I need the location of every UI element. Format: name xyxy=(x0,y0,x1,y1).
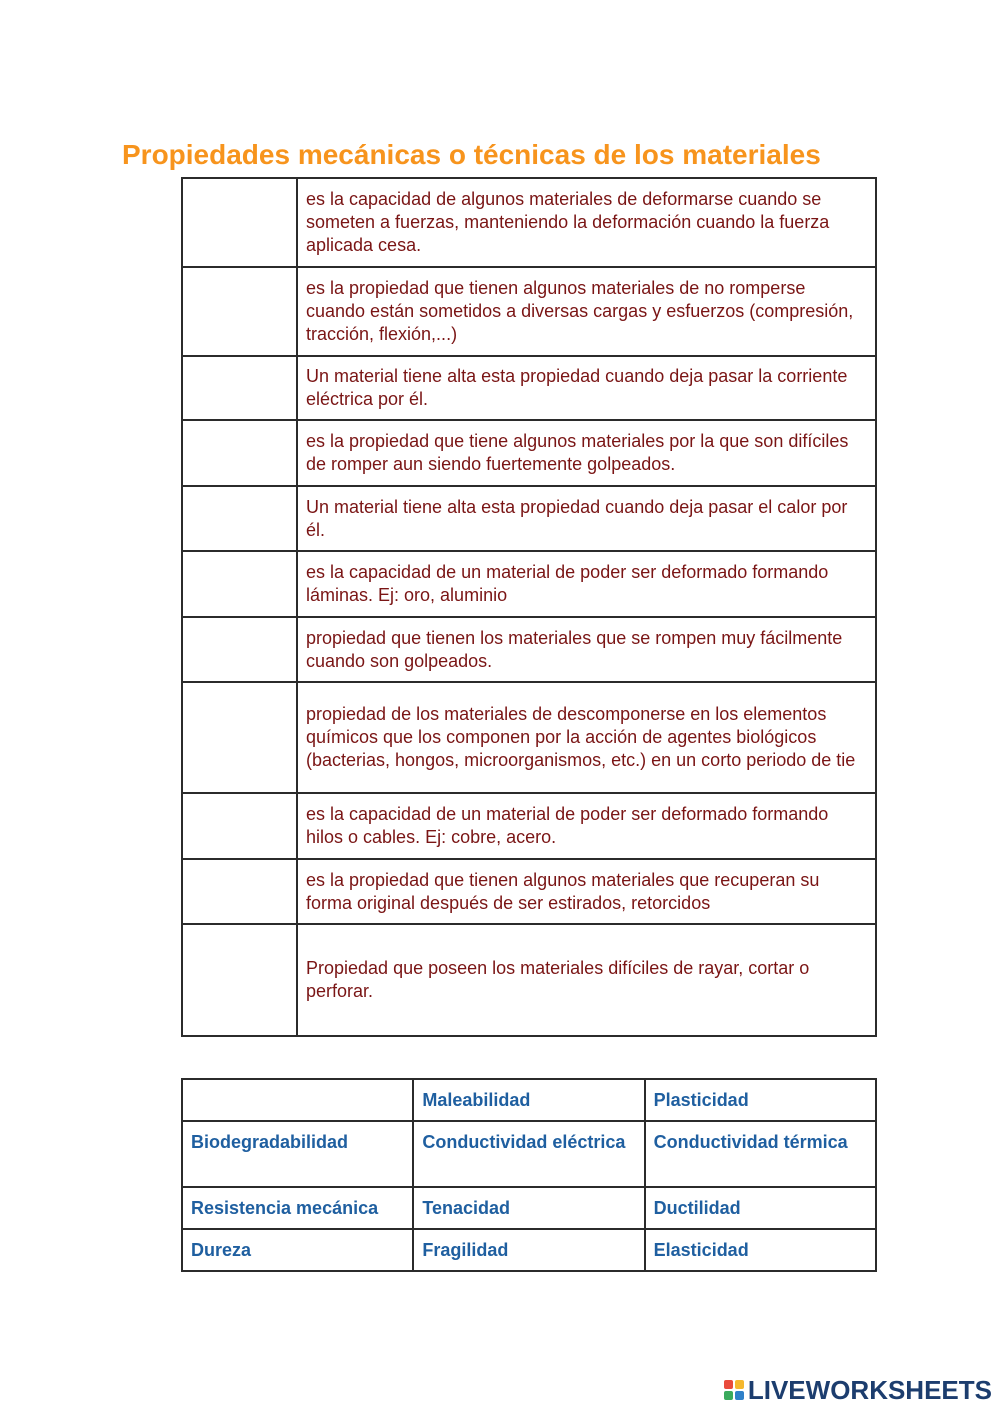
definition-row xyxy=(182,859,876,924)
word-bank-cell[interactable]: Elasticidad xyxy=(645,1229,876,1271)
definition-text: es la propiedad que tienen algunos materiales que recuperan su forma original después de ser estirados, retorcidos xyxy=(297,859,876,924)
definitions-table xyxy=(181,177,877,1037)
definition-row xyxy=(182,682,876,793)
definition-text: Un material tiene alta esta propiedad cuando deja pasar la corriente eléctrica por él. xyxy=(297,356,876,420)
answer-cell[interactable] xyxy=(182,551,297,617)
word-bank-cell xyxy=(182,1079,413,1121)
answer-cell[interactable] xyxy=(182,420,297,486)
definition-row xyxy=(182,486,876,551)
answer-cell[interactable] xyxy=(182,617,297,682)
word-bank-cell[interactable]: Ductilidad xyxy=(645,1187,876,1229)
answer-cell[interactable] xyxy=(182,486,297,551)
logo-icon xyxy=(724,1380,744,1400)
word-bank-cell[interactable]: Conductividad térmica xyxy=(645,1121,876,1187)
definition-row xyxy=(182,420,876,486)
page-title: Propiedades mecánicas o técnicas de los materiales xyxy=(122,139,821,170)
word-bank-row xyxy=(182,1079,876,1121)
word-bank-row xyxy=(182,1187,876,1229)
answer-cell[interactable] xyxy=(182,924,297,1036)
logo-text: LIVEWORKSHEETS xyxy=(747,1374,992,1405)
definition-text: propiedad de los materiales de descomponerse en los elementos químicos que los componen por la acción de agentes biológicos (bacterias, hongos, microorganismos, etc.) en un corto periodo de tie xyxy=(297,682,876,793)
word-bank-cell[interactable]: Resistencia mecánica xyxy=(182,1187,413,1229)
definition-text: es la capacidad de un material de poder ser deformado formando láminas. Ej: oro, aluminio xyxy=(297,551,876,617)
definition-text: es la capacidad de un material de poder ser deformado formando hilos o cables. Ej: cobre, acero. xyxy=(297,793,876,859)
answer-cell[interactable] xyxy=(182,682,297,793)
answer-cell[interactable] xyxy=(182,178,297,267)
liveworksheets-logo xyxy=(724,1375,992,1405)
definition-row xyxy=(182,267,876,356)
word-bank-cell[interactable]: Tenacidad xyxy=(413,1187,644,1229)
word-bank-cell[interactable]: Plasticidad xyxy=(645,1079,876,1121)
definition-text: propiedad que tienen los materiales que se rompen muy fácilmente cuando son golpeados. xyxy=(297,617,876,682)
definition-text: Propiedad que poseen los materiales difíciles de rayar, cortar o perforar. xyxy=(297,924,876,1036)
word-bank-cell[interactable]: Conductividad eléctrica xyxy=(413,1121,644,1187)
answer-cell[interactable] xyxy=(182,267,297,356)
answer-cell[interactable] xyxy=(182,793,297,859)
definition-row xyxy=(182,793,876,859)
definition-text: es la propiedad que tienen algunos materiales de no romperse cuando están sometidos a diversas cargas y esfuerzos (compresión, tracción, flexión,...) xyxy=(297,267,876,356)
definition-row xyxy=(182,617,876,682)
definition-text: Un material tiene alta esta propiedad cuando deja pasar el calor por él. xyxy=(297,486,876,551)
definition-row xyxy=(182,356,876,420)
answer-cell[interactable] xyxy=(182,356,297,420)
definition-row xyxy=(182,924,876,1036)
word-bank-cell[interactable]: Fragilidad xyxy=(413,1229,644,1271)
definition-row xyxy=(182,178,876,267)
answer-cell[interactable] xyxy=(182,859,297,924)
word-bank-cell[interactable]: Maleabilidad xyxy=(413,1079,644,1121)
word-bank-row xyxy=(182,1229,876,1271)
word-bank-table xyxy=(181,1078,877,1272)
word-bank-row xyxy=(182,1121,876,1187)
definition-text: es la capacidad de algunos materiales de deformarse cuando se someten a fuerzas, manteniendo la deformación cuando la fuerza aplicada cesa. xyxy=(297,178,876,267)
word-bank-cell[interactable]: Biodegradabilidad xyxy=(182,1121,413,1187)
definition-text: es la propiedad que tiene algunos materiales por la que son difíciles de romper aun siendo fuertemente golpeados. xyxy=(297,420,876,486)
word-bank-cell[interactable]: Dureza xyxy=(182,1229,413,1271)
definition-row xyxy=(182,551,876,617)
